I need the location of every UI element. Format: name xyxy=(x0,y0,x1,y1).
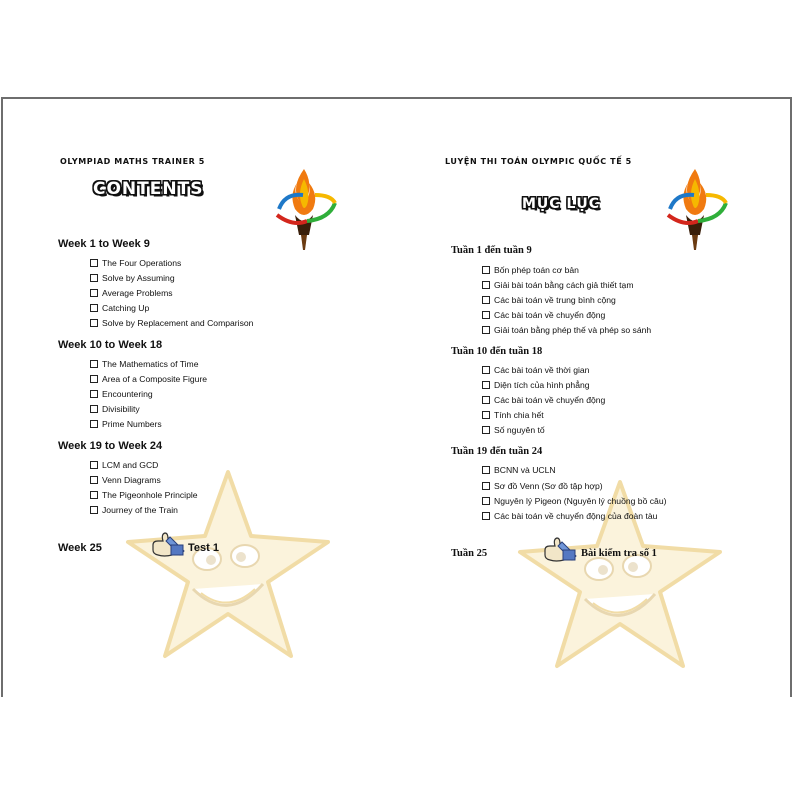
list-item: The Mathematics of Time xyxy=(90,359,198,369)
list-item: BCNN và UCLN xyxy=(482,465,556,475)
checkbox-icon xyxy=(482,311,490,319)
list-item: Diện tích của hình phẳng xyxy=(482,380,590,390)
page-title: MỤC LỤC xyxy=(522,196,601,212)
list-item: Area of a Composite Figure xyxy=(90,374,207,384)
right-page xyxy=(397,99,790,697)
list-item: The Four Operations xyxy=(90,258,181,268)
list-item: Các bài toán về chuyển động xyxy=(482,395,605,405)
olympic-torch-logo xyxy=(271,165,341,251)
checkbox-icon xyxy=(482,411,490,419)
list-item: Giải toán bằng phép thế và phép so sánh xyxy=(482,325,651,335)
page-title: CONTENTS xyxy=(93,179,204,199)
checkbox-icon xyxy=(482,296,490,304)
checkbox-icon xyxy=(482,266,490,274)
thumbs-up-pencil-icon xyxy=(150,529,186,559)
checkbox-icon xyxy=(482,396,490,404)
section-heading-weeks-1-9: Week 1 to Week 9 xyxy=(58,238,150,250)
checkbox-icon xyxy=(90,506,98,514)
test-label: Bài kiểm tra số 1 xyxy=(581,548,657,559)
section-heading-weeks-19-24: Tuần 19 đến tuần 24 xyxy=(451,446,543,457)
section-heading-week-25: Week 25 xyxy=(58,542,102,554)
checkbox-icon xyxy=(482,426,490,434)
list-item: Giải bài toán bằng cách giả thiết tạm xyxy=(482,280,634,290)
list-item: Catching Up xyxy=(90,303,149,313)
checkbox-icon xyxy=(90,259,98,267)
checkbox-icon xyxy=(90,491,98,499)
section-heading-weeks-10-18: Week 10 to Week 18 xyxy=(58,339,163,351)
list-item: Số nguyên tố xyxy=(482,425,545,435)
list-item: Venn Diagrams xyxy=(90,475,161,485)
checkbox-icon xyxy=(90,304,98,312)
section-heading-week-25: Tuần 25 xyxy=(451,548,488,559)
thumbs-up-pencil-icon xyxy=(542,534,578,564)
list-item: Solve by Replacement and Comparison xyxy=(90,318,253,328)
list-item: Các bài toán về chuyển động xyxy=(482,310,605,320)
checkbox-icon xyxy=(90,476,98,484)
checkbox-icon xyxy=(482,326,490,334)
checkbox-icon xyxy=(482,466,490,474)
list-item: Các bài toán về chuyển động của đoàn tàu xyxy=(482,511,657,521)
checkbox-icon xyxy=(90,274,98,282)
checkbox-icon xyxy=(90,360,98,368)
list-item: Các bài toán về thời gian xyxy=(482,365,589,375)
list-item: Encountering xyxy=(90,389,153,399)
left-page xyxy=(3,99,396,697)
checkbox-icon xyxy=(90,390,98,398)
list-item: Journey of the Train xyxy=(90,505,178,515)
book-series-header: LUYỆN THI TOÁN OLYMPIC QUỐC TẾ 5 xyxy=(445,157,632,166)
list-item: Divisibility xyxy=(90,404,140,414)
list-item: Bốn phép toán cơ bản xyxy=(482,265,579,275)
checkbox-icon xyxy=(90,289,98,297)
list-item: Các bài toán về trung bình cộng xyxy=(482,295,616,305)
checkbox-icon xyxy=(482,497,490,505)
list-item: The Pigeonhole Principle xyxy=(90,490,198,500)
checkbox-icon xyxy=(90,420,98,428)
olympic-torch-logo xyxy=(662,165,732,251)
checkbox-icon xyxy=(482,281,490,289)
list-item: Solve by Assuming xyxy=(90,273,175,283)
list-item: Nguyên lý Pigeon (Nguyên lý chuồng bồ câu) xyxy=(482,496,666,506)
list-item: Average Problems xyxy=(90,288,173,298)
checkbox-icon xyxy=(482,381,490,389)
list-item: Sơ đồ Venn (Sơ đồ tập hợp) xyxy=(482,481,603,491)
checkbox-icon xyxy=(90,461,98,469)
test-label: Test 1 xyxy=(188,542,219,554)
list-item: Tính chia hết xyxy=(482,410,544,420)
list-item: Prime Numbers xyxy=(90,419,162,429)
section-heading-weeks-10-18: Tuần 10 đến tuần 18 xyxy=(451,346,543,357)
section-heading-weeks-19-24: Week 19 to Week 24 xyxy=(58,440,163,452)
checkbox-icon xyxy=(90,405,98,413)
checkbox-icon xyxy=(482,512,490,520)
section-heading-weeks-1-9: Tuần 1 đến tuần 9 xyxy=(451,245,532,256)
checkbox-icon xyxy=(90,375,98,383)
book-series-header: OLYMPIAD MATHS TRAINER 5 xyxy=(60,157,205,166)
checkbox-icon xyxy=(482,482,490,490)
checkbox-icon xyxy=(90,319,98,327)
list-item: LCM and GCD xyxy=(90,460,158,470)
checkbox-icon xyxy=(482,366,490,374)
